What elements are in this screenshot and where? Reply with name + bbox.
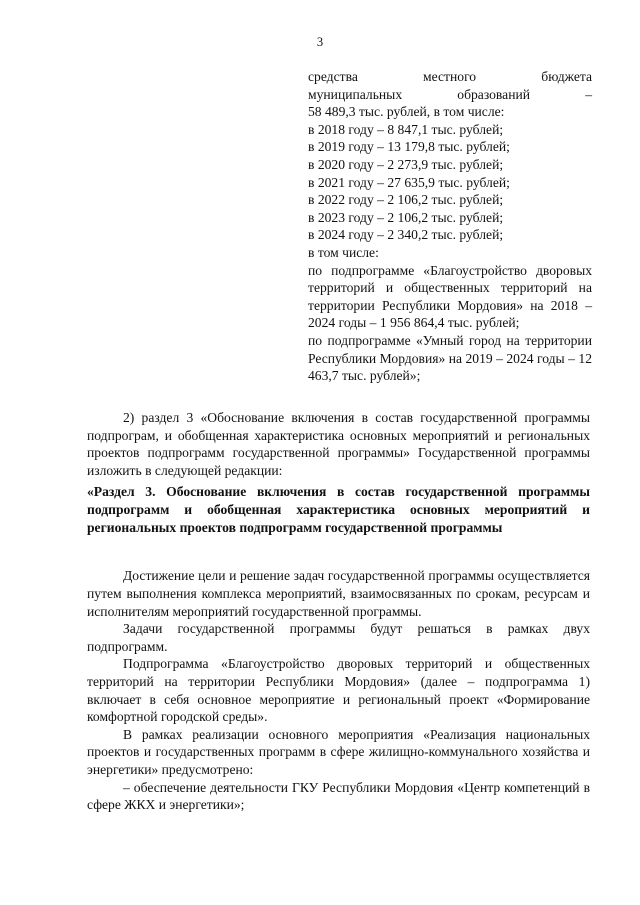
funding-line: в 2021 году – 27 635,9 тыс. рублей;: [308, 174, 510, 190]
funding-line: 58 489,3 тыс. рублей, в том числе:: [308, 104, 505, 120]
funding-line: в 2023 году – 2 106,2 тыс. рублей;: [308, 209, 504, 225]
funding-block: [308, 68, 592, 385]
body-paragraph: – обеспечение деятельности ГКУ Республики Мордовия «Центр компетенций в сфере ЖКХ и энергетики»;: [87, 779, 590, 813]
funding-line: в 2024 году – 2 340,2 тыс. рублей;: [308, 227, 504, 243]
page-number: 3: [316, 35, 324, 49]
funding-line: в том числе:: [308, 244, 379, 260]
funding-line: муниципальных образований –: [308, 86, 592, 102]
funding-line: в 2022 году – 2 106,2 тыс. рублей;: [308, 192, 504, 208]
funding-line: в 2018 году – 8 847,1 тыс. рублей;: [308, 121, 504, 137]
section-heading: «Раздел 3. Обоснование включения в состав государственной программы подпрограмм и обобщенная характеристика основных мероприятий и региональных проектов подпрограмм государственной программы: [87, 484, 590, 536]
funding-line: в 2020 году – 2 273,9 тыс. рублей;: [308, 156, 504, 172]
body-paragraph: Подпрограмма «Благоустройство дворовых территорий и общественных территорий на территории Республики Мордовия» (далее – подпрограмма 1) включает в себя основное мероприятие и региональный проект «Формирование комфортной городской среды».: [87, 656, 590, 725]
funding-line: в 2019 году – 13 179,8 тыс. рублей;: [308, 139, 510, 155]
body-paragraph: Достижение цели и решение задач государственной программы осуществляется путем выполнения комплекса мероприятий, взаимосвязанных по срокам, ресурсам и исполнителям мероприятий государственной программы.: [87, 568, 590, 619]
body-paragraph: В рамках реализации основного мероприятия «Реализация национальных проектов и государственных программ в сфере жилищно-коммунального хозяйства и энергетики» предусмотрено:: [87, 726, 590, 777]
body-paragraph: Задачи государственной программы будут решаться в рамках двух подпрограмм.: [87, 621, 590, 654]
main-text: [87, 409, 590, 814]
funding-line: средства местного бюджета: [308, 69, 592, 84]
subprogram-1-funding: по подпрограмме «Благоустройство дворовых территорий и общественных территорий на территории Республики Мордовия» на 2018 – 2024 годы – 1 956 864,4 тыс. рублей;: [308, 262, 592, 331]
subprogram-2-funding: по подпрограмме «Умный город на территории Республики Мордовия» на 2019 – 2024 годы – 12 463,7 тыс. рублей»;: [308, 332, 592, 384]
item-2-paragraph: 2) раздел 3 «Обоснование включения в состав государственной программы подпрограм, и обобщенная характеристика основных мероприятий и региональных проектов подпрограмм государственной программы» Государственной программы изложить в следующей редакции:: [87, 410, 590, 478]
